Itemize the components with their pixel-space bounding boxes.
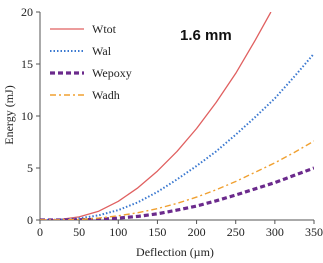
y-tick-label: 10 — [21, 109, 33, 123]
x-tick-label: 50 — [73, 225, 86, 239]
series-line-wal — [40, 54, 314, 220]
series-line-wtot — [40, 12, 271, 220]
axes — [21, 5, 323, 239]
x-tick-label: 300 — [265, 225, 284, 239]
x-axis-label: Deflection (µm) — [136, 245, 214, 259]
y-tick-label: 0 — [27, 213, 33, 227]
x-tick-label: 100 — [109, 225, 128, 239]
y-tick-label: 5 — [27, 161, 33, 175]
series-lines — [40, 12, 314, 220]
annotation-label: 1.6 mm — [180, 27, 232, 44]
x-tick-label: 150 — [148, 225, 167, 239]
series-line-wadh — [40, 141, 314, 220]
x-tick-label: 200 — [187, 225, 206, 239]
legend-label-wal: Wal — [92, 44, 112, 58]
series-line-wepoxy — [40, 168, 314, 220]
y-tick-label: 15 — [21, 57, 33, 71]
y-tick-label: 20 — [21, 5, 33, 19]
legend-label-wadh: Wadh — [92, 88, 120, 102]
x-tick-label: 250 — [226, 225, 245, 239]
x-tick-label: 350 — [305, 225, 323, 239]
x-tick-label: 0 — [37, 225, 43, 239]
y-axis-label: Energy (mJ) — [2, 85, 16, 145]
legend-label-wtot: Wtot — [92, 22, 116, 36]
legend — [50, 22, 132, 102]
legend-label-wepoxy: Wepoxy — [92, 66, 132, 80]
